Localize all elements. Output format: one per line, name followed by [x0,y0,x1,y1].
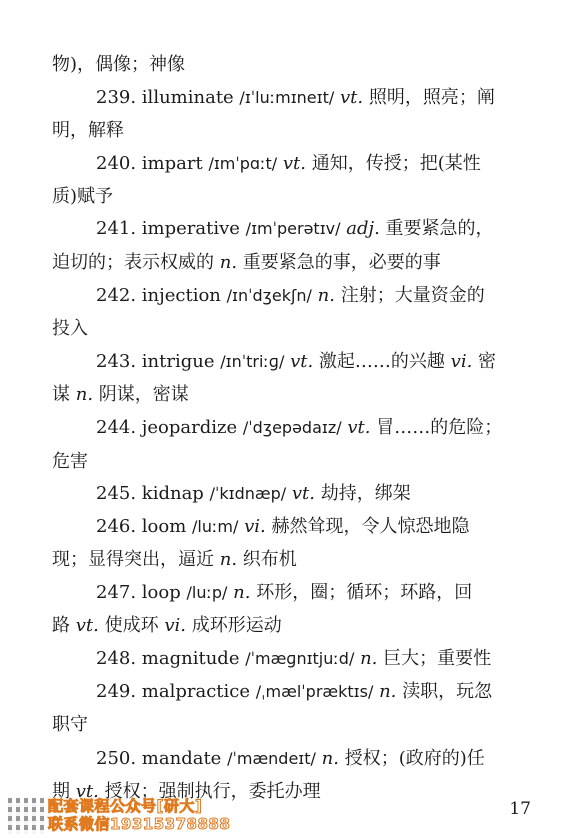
entry-line [96,81,541,115]
entry-text: 织布机 [237,549,297,570]
entry-continuation-line [52,378,541,412]
part-of-speech: n. [379,681,397,702]
entry-text: 危害 [52,451,88,472]
entry-text: 物)，偶像；神像 [52,54,186,75]
entry-line [96,279,541,313]
entry-text: 244. jeopardize [96,417,243,438]
part-of-speech: adj. [346,218,380,239]
entry-continuation-line [52,246,541,280]
entry-line [96,642,541,676]
part-of-speech: vt. [291,483,315,504]
part-of-speech: n. [317,285,335,306]
phonetic-transcription: /luːm/ [192,517,239,536]
entry-text: 密 [472,351,497,372]
entry-text: 巨大；重要性 [377,648,492,669]
entry-text: 照明，照亮；阐 [363,87,495,108]
entry-text: 注射；大量资金的 [334,285,485,306]
part-of-speech: vt. [340,87,364,108]
part-of-speech: vt. [347,417,371,438]
entry-text: 240. impart [96,153,209,174]
entry-line [96,742,541,776]
phonetic-transcription: /ˈdʒepədaɪz/ [242,418,342,437]
entry-text: 激起……的兴趣 [313,351,451,372]
entry-text: 249. malpractice [96,681,256,702]
entry-continuation-line [52,180,541,214]
watermark-line-2: 联系微信19315378888 [48,815,231,833]
part-of-speech: n. [219,549,238,570]
entry-text: 授权；(政府的)任 [338,748,485,769]
entry-line [96,212,541,246]
entry-text: 重要紧急的事，必要的事 [237,252,441,273]
phonetic-transcription: /ɪnˈtriːɡ/ [220,352,285,371]
entry-line [96,345,541,379]
entry-line [96,576,541,610]
entry-text: 248. magnitude [96,648,246,669]
entry-text: 谋 [52,384,76,405]
entry-text: 赫然耸现，令人惊恐地隐 [265,516,470,537]
phonetic-transcription: /ɪnˈdʒekʃn/ [226,286,312,305]
phonetic-transcription: /ˌmælˈpræktɪs/ [255,682,374,701]
part-of-speech: vt. [75,615,99,636]
part-of-speech: vi. [164,615,186,636]
entry-text: 阴谋，密谋 [93,384,189,405]
entry-text: 质)赋予 [52,186,114,207]
part-of-speech: vt. [75,781,99,802]
phonetic-transcription: /ˈmæɡnɪtjuːd/ [245,649,355,668]
entry-text: 242. injection [96,285,227,306]
entry-text: 243. intrigue [96,351,221,372]
part-of-speech: n. [219,252,238,273]
entry-text: 使成环 [98,615,165,636]
phonetic-transcription: /ˈkɪdnæp/ [209,484,287,503]
entry-continuation-line [52,445,541,479]
part-of-speech: n. [360,648,378,669]
phonetic-transcription: /ɪˈluːmɪneɪt/ [239,88,335,107]
entry-text: 250. mandate [96,748,228,769]
entry-text: 明，解释 [52,120,124,141]
part-of-speech: n. [233,582,251,603]
phonetic-transcription: /ɪmˈperətɪv/ [245,219,341,238]
entry-text: 245. kidnap [96,483,210,504]
watermark [8,798,238,834]
entry-text: 通知，传授；把(某性 [306,153,481,174]
entry-text: 冒……的危险； [370,417,503,438]
entry-text: 重要紧急的， [379,218,494,239]
entry-line [96,510,541,544]
entry-line [96,147,541,181]
entry-text: 路 [52,615,76,636]
entry-line [96,411,541,445]
entry-text: 迫切的；表示权威的 [52,252,220,273]
part-of-speech: n. [321,748,339,769]
entry-continuation-line [52,708,541,742]
part-of-speech: vi. [244,516,266,537]
qr-code-icon [8,798,44,834]
entry-text: 现；显得突出，逼近 [52,549,220,570]
entry-text: 投入 [52,318,88,339]
entry-continuation-line [52,609,541,643]
entry-text: 241. imperative [96,218,246,239]
entry-text: 授权；强制执行，委托办理 [98,781,321,802]
watermark-line-1: 配套课程公众号[研大] [48,797,203,815]
entry-text: 渎职，玩忽 [396,681,493,702]
page-number: 17 [509,799,531,819]
part-of-speech: vt. [282,153,306,174]
entry-continuation-line [52,543,541,577]
entry-text: 246. loom [96,516,193,537]
entry-text: 247. loop [96,582,187,603]
entry-text: 239. illuminate [96,87,240,108]
entry-continuation-line [52,48,541,82]
entry-line [96,477,541,511]
entry-text: 成环形运动 [185,615,282,636]
part-of-speech: n. [75,384,94,405]
part-of-speech: vi. [450,351,473,372]
entry-text: 职守 [52,714,88,735]
phonetic-transcription: /ɪmˈpɑːt/ [208,154,278,173]
entry-text: 环形，圈；循环；环路，回 [250,582,473,603]
phonetic-transcription: /luːp/ [186,583,228,602]
entry-text: 期 [52,781,76,802]
entry-continuation-line [52,114,541,148]
part-of-speech: vt. [290,351,314,372]
phonetic-transcription: /ˈmændeɪt/ [227,749,316,768]
entry-continuation-line [52,312,541,346]
entry-line [96,675,541,709]
entry-text: 劫持，绑架 [314,483,411,504]
